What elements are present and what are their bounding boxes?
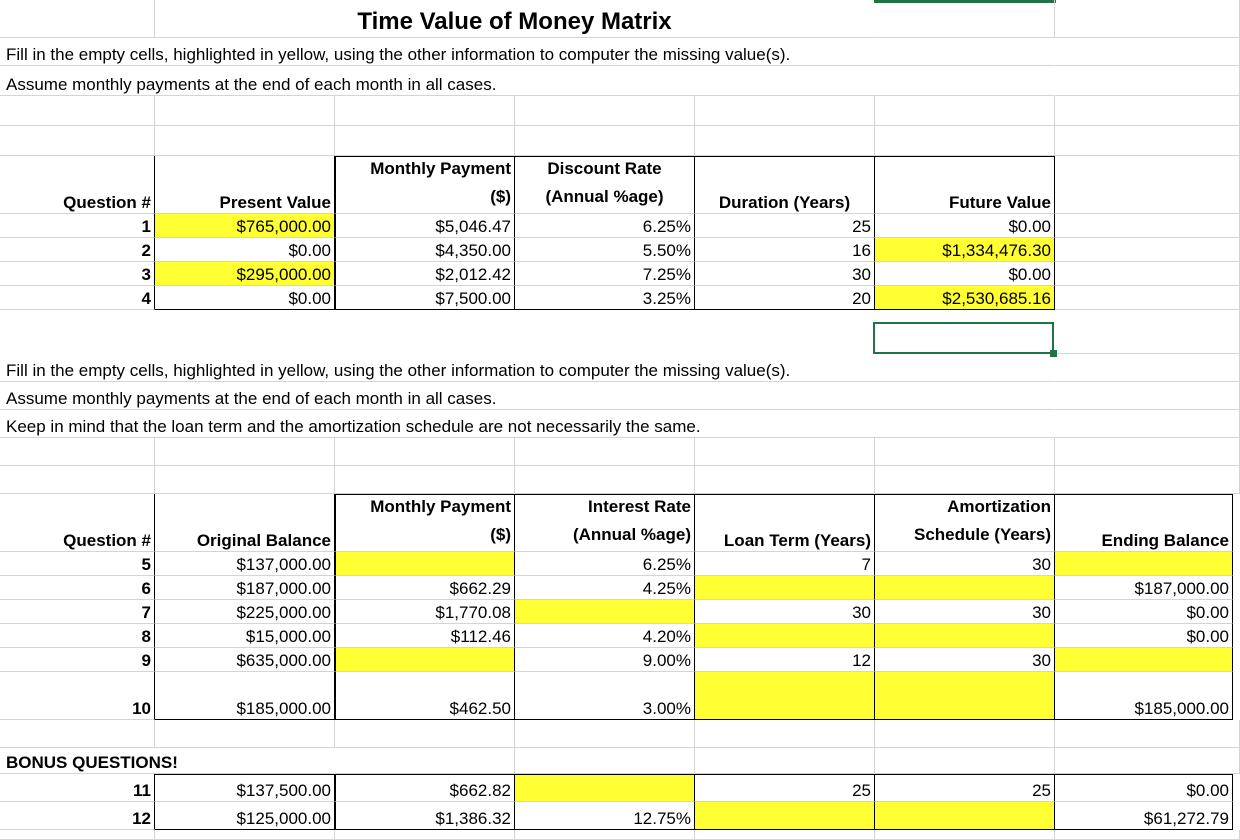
header-discount-rate[interactable] xyxy=(515,156,695,214)
amortization-cell[interactable] xyxy=(875,624,1055,648)
table-row xyxy=(0,648,1240,672)
rate-cell[interactable]: 12.75% xyxy=(515,802,695,830)
duration-cell[interactable]: 16 xyxy=(695,238,875,262)
header-loan-term[interactable]: Loan Term (Years) xyxy=(695,494,875,552)
header-discount-rate-line2: (Annual %age) xyxy=(545,187,664,206)
ending-balance-cell[interactable]: $0.00 xyxy=(1055,774,1233,802)
loan-term-cell[interactable] xyxy=(695,672,875,720)
ending-balance-cell[interactable]: $0.00 xyxy=(1055,624,1233,648)
duration-cell[interactable]: 25 xyxy=(695,214,875,238)
header-monthly-payment[interactable] xyxy=(335,156,515,214)
monthly-payment-cell[interactable]: $112.46 xyxy=(335,624,515,648)
monthly-payment-cell[interactable]: $462.50 xyxy=(335,672,515,720)
amortization-cell[interactable] xyxy=(875,576,1055,600)
header-discount-rate-line1: Discount Rate xyxy=(547,159,662,178)
loan-term-cell[interactable] xyxy=(695,624,875,648)
question-number[interactable]: 7 xyxy=(0,600,155,624)
header-interest-rate-line1: Interest Rate xyxy=(588,497,691,516)
instruction-line[interactable]: Keep in mind that the loan term and the amortization schedule are not necessarily the same. xyxy=(0,410,1055,438)
instruction-line[interactable]: Fill in the empty cells, highlighted in yellow, using the other information to computer the missing value(s). xyxy=(0,354,1055,382)
rate-cell[interactable] xyxy=(515,600,695,624)
empty-row xyxy=(0,438,1240,466)
instruction-line[interactable]: Assume monthly payments at the end of each month in all cases. xyxy=(0,382,1055,410)
monthly-payment-cell[interactable]: $1,386.32 xyxy=(335,802,515,830)
header-monthly-payment-line1: Monthly Payment xyxy=(370,497,511,516)
header-monthly-payment[interactable] xyxy=(335,494,515,552)
monthly-payment-cell[interactable]: $7,500.00 xyxy=(335,286,515,310)
monthly-payment-cell[interactable]: $1,770.08 xyxy=(335,600,515,624)
question-number[interactable]: 1 xyxy=(0,214,155,238)
header-present-value[interactable]: Present Value xyxy=(155,156,335,214)
header-interest-rate-line2: (Annual %age) xyxy=(572,525,691,544)
header-interest-rate[interactable] xyxy=(515,494,695,552)
empty-row xyxy=(0,830,1240,840)
rate-cell[interactable]: 9.00% xyxy=(515,648,695,672)
rate-cell[interactable]: 4.25% xyxy=(515,576,695,600)
question-number[interactable]: 2 xyxy=(0,238,155,262)
selected-cell[interactable] xyxy=(873,322,1054,354)
ending-balance-cell[interactable]: $185,000.00 xyxy=(1055,672,1233,720)
header-amortization-line2: Schedule (Years) xyxy=(913,525,1051,544)
present-value-cell[interactable]: $765,000.00 xyxy=(155,214,335,238)
present-value-cell[interactable]: $0.00 xyxy=(155,286,335,310)
table-row xyxy=(0,576,1240,600)
monthly-payment-cell[interactable]: $662.29 xyxy=(335,576,515,600)
ending-balance-cell[interactable]: $0.00 xyxy=(1055,600,1233,624)
ending-balance-cell[interactable]: $187,000.00 xyxy=(1055,576,1233,600)
instruction-line[interactable]: Assume monthly payments at the end of each month in all cases. xyxy=(0,66,1055,96)
original-balance-cell[interactable]: $185,000.00 xyxy=(155,672,335,720)
question-number[interactable]: 11 xyxy=(0,774,155,802)
monthly-payment-cell[interactable]: $5,046.47 xyxy=(335,214,515,238)
rate-cell[interactable]: 5.50% xyxy=(515,238,695,262)
future-value-cell[interactable]: $1,334,476.30 xyxy=(875,238,1055,262)
rate-cell[interactable] xyxy=(515,774,695,802)
question-number[interactable]: 5 xyxy=(0,552,155,576)
header-monthly-payment-line2: ($) xyxy=(490,187,511,206)
loan-term-cell[interactable]: 30 xyxy=(695,600,875,624)
original-balance-cell[interactable]: $15,000.00 xyxy=(155,624,335,648)
duration-cell[interactable]: 30 xyxy=(695,262,875,286)
empty-row xyxy=(0,310,1240,354)
loan-term-cell[interactable] xyxy=(695,802,875,830)
rate-cell[interactable]: 6.25% xyxy=(515,552,695,576)
table-row xyxy=(0,238,1240,262)
original-balance-cell[interactable]: $137,500.00 xyxy=(155,774,335,802)
monthly-payment-cell[interactable]: $4,350.00 xyxy=(335,238,515,262)
future-value-cell[interactable]: $0.00 xyxy=(875,214,1055,238)
original-balance-cell[interactable]: $225,000.00 xyxy=(155,600,335,624)
amortization-cell[interactable]: 25 xyxy=(875,774,1055,802)
instruction-line[interactable]: Fill in the empty cells, highlighted in yellow, using the other information to computer the missing value(s). xyxy=(0,38,1055,66)
sheet-title[interactable]: Time Value of Money Matrix xyxy=(155,0,875,38)
question-number[interactable]: 8 xyxy=(0,624,155,648)
amortization-cell[interactable]: 30 xyxy=(875,600,1055,624)
question-number[interactable]: 4 xyxy=(0,286,155,310)
header-original-balance[interactable]: Original Balance xyxy=(155,494,335,552)
ending-balance-cell[interactable]: $61,272.79 xyxy=(1055,802,1233,830)
original-balance-cell[interactable]: $635,000.00 xyxy=(155,648,335,672)
table-row xyxy=(0,262,1240,286)
table-row xyxy=(0,774,1240,802)
header-amortization[interactable] xyxy=(875,494,1055,552)
loan-term-cell[interactable]: 25 xyxy=(695,774,875,802)
empty-row xyxy=(0,466,1240,494)
rate-cell[interactable]: 7.25% xyxy=(515,262,695,286)
original-balance-cell[interactable]: $137,000.00 xyxy=(155,552,335,576)
present-value-cell[interactable]: $0.00 xyxy=(155,238,335,262)
header-question[interactable]: Question # xyxy=(0,494,155,552)
question-number[interactable]: 6 xyxy=(0,576,155,600)
rate-cell[interactable]: 3.25% xyxy=(515,286,695,310)
question-number[interactable]: 9 xyxy=(0,648,155,672)
table-row xyxy=(0,214,1240,238)
title-row xyxy=(0,0,1240,38)
monthly-payment-cell[interactable]: $662.82 xyxy=(335,774,515,802)
amortization-cell[interactable]: 30 xyxy=(875,552,1055,576)
header-ending-balance[interactable]: Ending Balance xyxy=(1055,494,1233,552)
loan-term-cell[interactable] xyxy=(695,576,875,600)
duration-cell[interactable]: 20 xyxy=(695,286,875,310)
header-future-value[interactable]: Future Value xyxy=(875,156,1055,214)
amortization-cell[interactable]: 30 xyxy=(875,648,1055,672)
amortization-cell[interactable] xyxy=(875,672,1055,720)
header-monthly-payment-line2: ($) xyxy=(490,525,511,544)
monthly-payment-cell[interactable]: $2,012.42 xyxy=(335,262,515,286)
original-balance-cell[interactable]: $187,000.00 xyxy=(155,576,335,600)
table-row xyxy=(0,600,1240,624)
empty-row xyxy=(0,720,1240,748)
ending-balance-cell[interactable] xyxy=(1055,552,1233,576)
loan-term-cell[interactable]: 7 xyxy=(695,552,875,576)
table-row xyxy=(0,672,1240,720)
header-duration[interactable]: Duration (Years) xyxy=(695,156,875,214)
table-row xyxy=(0,624,1240,648)
table-row xyxy=(0,802,1240,830)
future-value-cell[interactable]: $0.00 xyxy=(875,262,1055,286)
amortization-cell[interactable] xyxy=(875,802,1055,830)
empty-row xyxy=(0,126,1240,156)
monthly-payment-cell[interactable] xyxy=(335,648,515,672)
question-number[interactable]: 3 xyxy=(0,262,155,286)
rate-cell[interactable]: 3.00% xyxy=(515,672,695,720)
table1-header-row xyxy=(0,156,1240,214)
empty-row xyxy=(0,96,1240,126)
header-monthly-payment-line1: Monthly Payment xyxy=(370,159,511,178)
future-value-cell[interactable]: $2,530,685.16 xyxy=(875,286,1055,310)
rate-cell[interactable]: 6.25% xyxy=(515,214,695,238)
header-question[interactable]: Question # xyxy=(0,156,155,214)
question-number[interactable]: 12 xyxy=(0,802,155,830)
original-balance-cell[interactable]: $125,000.00 xyxy=(155,802,335,830)
loan-term-cell[interactable]: 12 xyxy=(695,648,875,672)
monthly-payment-cell[interactable] xyxy=(335,552,515,576)
bonus-label[interactable]: BONUS QUESTIONS! xyxy=(0,748,335,774)
table-row xyxy=(0,552,1240,576)
ending-balance-cell[interactable] xyxy=(1055,648,1233,672)
bonus-label-row xyxy=(0,748,1240,774)
table2-header-row xyxy=(0,494,1240,552)
header-amortization-line1: Amortization xyxy=(947,497,1051,516)
present-value-cell[interactable]: $295,000.00 xyxy=(155,262,335,286)
question-number[interactable]: 10 xyxy=(0,672,155,720)
rate-cell[interactable]: 4.20% xyxy=(515,624,695,648)
